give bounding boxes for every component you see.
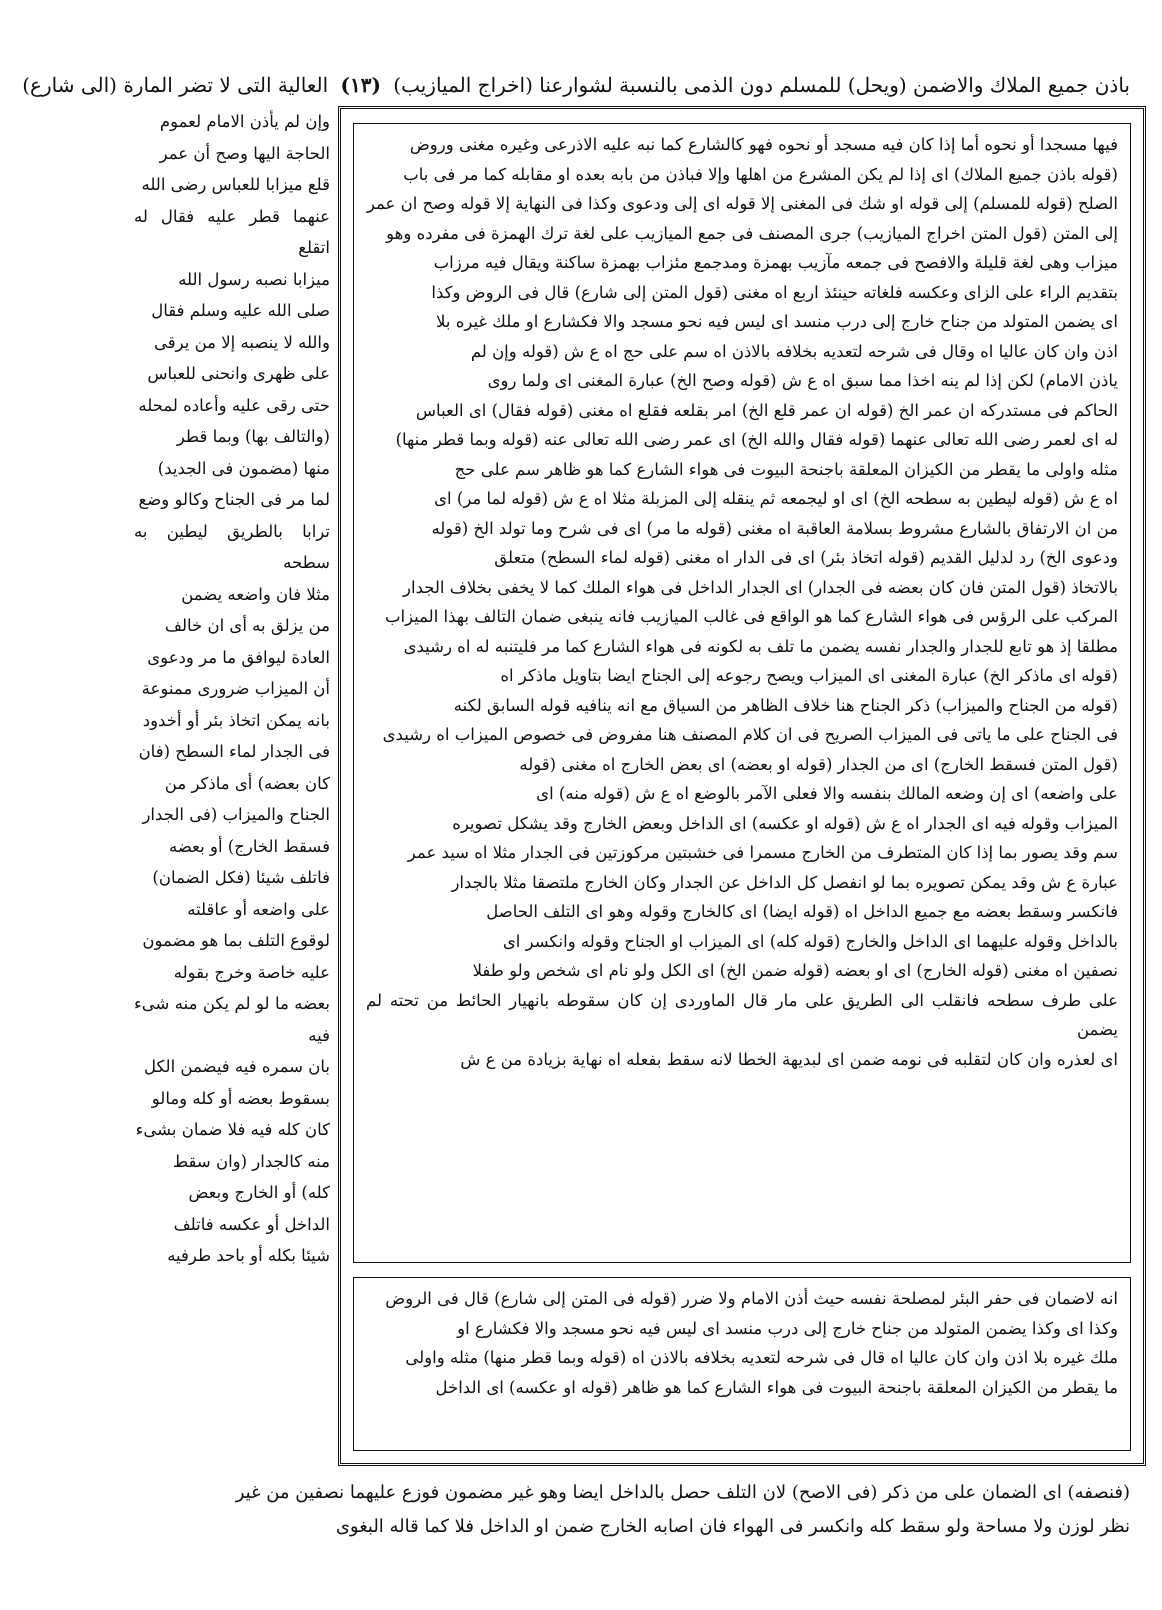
sidebar-line: العادة ليوافق ما مر ودعوى bbox=[147, 647, 330, 667]
commentary-line: اذن وان كان عاليا اه وقال فى شرحه لتعديه بخلافه بالاذن اه سم على حج اه ع ش (قوله وإن لم bbox=[470, 341, 1118, 361]
commentary-top-box bbox=[353, 123, 1131, 1263]
commentary-line: ملك غيره بلا اذن وان كان عاليا اه قال فى شرحه لتعديه بخلافه بالاذن اه (قوله وبما قطر منها) مثله واولى bbox=[405, 1348, 1118, 1367]
commentary-line: مطلقا إذ هو تابع للجدار والجدار نفسه يضمن ما تلف به لكونه فى هواء الشارع كما مر فليتنبه له اه رشيدى bbox=[403, 636, 1118, 656]
sidebar-line: على ظهرى وانحنى للعباس bbox=[147, 364, 330, 383]
sidebar-line: الحاجة اليها وصح أن عمر bbox=[159, 143, 330, 163]
commentary-line: (قوله باذن جميع الملاك) اى إذا لم يكن المشرع من اهلها وإلا فباذن من بابه بعده او مقابله كما مر فى باب bbox=[403, 164, 1118, 184]
commentary-frame bbox=[338, 106, 1146, 1466]
sidebar-line: والله لا ينصبه إلا من يرقى bbox=[154, 332, 330, 352]
commentary-line: ما يقطر من الكيزان المعلقة باجنحة البيوت فى هواء الشارع كما هو ظاهر (قوله او عكسه) اى الداخل bbox=[435, 1377, 1118, 1397]
commentary-line: سم وقد يصور بما إذا كان المتطرف من الخارج مسمرا فى خشبتين مركوزتين فى الجدار مثلا اه سيد عمر bbox=[407, 843, 1118, 862]
commentary-line: له اى لعمر رضى الله تعالى عنهما (قوله فقال والله الخ) اى عمر رضى الله تعالى عنه (قوله وبما قطر منها) bbox=[395, 430, 1118, 449]
sidebar-line: عليه خاصة وخرج بقوله bbox=[173, 962, 330, 982]
sidebar-line: ميزابا نصبه رسول الله bbox=[178, 269, 330, 289]
sidebar-line: حتى رقى عليه وأعاده لمحله bbox=[138, 395, 330, 415]
commentary-line: فيها مسجدا أو نحوه أما إذا كان فيه مسجد أو نحوه فهو كالشارع كما نبه عليه الاذرعى وغيره مغنى وروض bbox=[409, 135, 1118, 154]
page-header bbox=[22, 68, 1130, 102]
commentary-line: بالاتخاذ (قول المتن فان كان بعضه فى الجدار) اى الجدار الداخل فى هواء الملك كما لا يخفى بخلاف الجدار bbox=[403, 577, 1118, 597]
commentary-line: الصلح (قوله للمسلم) إلى قوله او شك فى المغنى إلا قوله اى إلى ودعوى وكذا فى النهاية إلا قوله وصح ان عمر bbox=[366, 194, 1118, 213]
sidebar-line: فسقط الخارج) أو بعضه bbox=[169, 836, 330, 856]
sidebar-line: ترابا بالطريق ليطين به سطحه bbox=[134, 521, 330, 572]
commentary-bottom-box bbox=[353, 1277, 1131, 1451]
sidebar-line: لما مر فى الجناح وكالو وضع bbox=[138, 490, 330, 509]
header-text-left: العالية التى لا تضر المارة (الى شارع) bbox=[22, 73, 329, 97]
sidebar-line: بعضه ما لو لم يكن منه شىء فيه bbox=[134, 994, 330, 1045]
sidebar-line: لوقوع التلف بما هو مضمون bbox=[142, 931, 330, 950]
commentary-line: ياذن الامام) لكن إذا لم ينه اخذا مما سبق اه ع ش (قوله وصح الخ) عبارة المغنى اى ولما روى bbox=[487, 371, 1118, 390]
sidebar-line: كان بعضه) أى ماذكر من bbox=[164, 773, 330, 793]
commentary-line: (قول المتن فسقط الخارج) اى من الجدار (قوله او بعضه) اى بعض الخارج اه مغنى (قوله bbox=[519, 754, 1118, 774]
sidebar-line: منه كالجدار (وان سقط bbox=[172, 1151, 330, 1171]
sidebar-line: شيئا بكله أو باحد طرفيه bbox=[167, 1246, 330, 1265]
sidebar-line: عنهما قطر عليه فقال له اتقلع bbox=[134, 206, 330, 257]
sidebar-line: قلع ميزابا للعباس رضى الله bbox=[141, 175, 330, 194]
commentary-line: من ان الارتفاق بالشارع مشروط بسلامة العاقبة اه مغنى (قوله ما مر) اى فى شرح وما تولد الخ (قوله bbox=[431, 518, 1118, 538]
sidebar-line: بان سمره فيه فيضمن الكل bbox=[143, 1057, 330, 1076]
commentary-line: ودعوى الخ) رد لدليل القديم (قوله اتخاذ بئر) اى فى الدار اه مغنى (قوله لماء السطح) متعلق bbox=[494, 548, 1118, 567]
commentary-line: (قوله من الجناح والميزاب) ذكر الجناح هنا خلاف الظاهر من السياق مع انه ينافيه قوله السابق لكنه bbox=[453, 695, 1118, 715]
commentary-line: (قوله اى ماذكر الخ) عبارة المغنى اى الميزاب ويصح رجوعه إلى الجناح ايضا بتاويل ماذكر اه bbox=[500, 666, 1118, 685]
sidebar-line: كان كله فيه فلا ضمان بشىء bbox=[135, 1120, 330, 1139]
commentary-line: على طرف سطحه فانقلب الى الطريق على مار قال الماوردى إن كان سقوطه بانهيار الحائط من تحته لم يضمن bbox=[366, 990, 1118, 1039]
page-footer bbox=[134, 1476, 1130, 1556]
sidebar-line: من يزلق به أى ان خالف bbox=[164, 616, 330, 635]
commentary-line: فانكسر وسقط بعضه مع جميع الداخل اه (قوله ايضا) اى كالخارج وقوله وهو اى التلف الحاصل bbox=[486, 902, 1118, 921]
sidebar-line: بانه يمكن اتخاذ بئر أو أخدود bbox=[142, 710, 330, 730]
commentary-line: اى يضمن المتولد من جناح خارج إلى درب منسد اى ليس فيه نحو مسجد والا فكشارع او ملك غيره بلا bbox=[436, 312, 1118, 331]
sidebar-line: بسقوط بعضه أو كله ومالو bbox=[151, 1088, 330, 1108]
sidebar-line: كله) أو الخارج وبعض bbox=[188, 1183, 330, 1202]
sidebar-line: أن الميزاب ضرورى ممنوعة bbox=[141, 679, 330, 698]
commentary-line: اى لعذره وان كان لتقلبه فى نومه ضمن اى لبديهة الخطا لانه سقط بفعله اه نهاية بزيادة من ع ش bbox=[460, 1049, 1118, 1069]
commentary-line: اه ع ش (قوله ليطين به سطحه الخ) اى او ليجمعه ثم ينقله إلى المزبلة مثلا اه ع ش (قوله لما مر) اى bbox=[434, 489, 1118, 508]
sidebar-line: (والتالف بها) وبما قطر bbox=[176, 427, 330, 446]
commentary-line: على واضعه) اى إن وضعه المالك بنفسه والا فعلى الآمر بالوضع اه ع ش (قوله منه) اى bbox=[536, 784, 1118, 803]
commentary-line: بتقديم الراء على الزاى وعكسه فلغاته حينئذ اربع اه مغنى (قول المتن إلى شارع) قال فى الروض وكذا bbox=[431, 282, 1118, 302]
commentary-line: عبارة ع ش وقد يمكن تصويره بما لو انفصل كل الداخل عن الجدار وكان الخارج ملتصقا مثلا بالجدار bbox=[451, 872, 1118, 892]
header-text-right: باذن جميع الملاك والاضمن (ويحل) للمسلم دون الذمى بالنسبة لشوارعنا (اخراج الميازيب) bbox=[393, 73, 1130, 97]
sidebar-line: صلى الله عليه وسلم فقال bbox=[151, 301, 330, 320]
commentary-line: بالداخل وقوله عليهما اى الداخل والخارج (قوله كله) اى الميزاب او الجناح وقوله وانكسر اى bbox=[502, 931, 1118, 951]
sidebar-column bbox=[134, 106, 330, 1466]
commentary-line: ميزاب وهى لغة قليلة والافصح فى جمعه مآزيب بهمزة ومدجمع مئزاب بهمزة ساكنة ويقال فيه مرزاب bbox=[433, 253, 1118, 272]
sidebar-line: وإن لم يأذن الامام لعموم bbox=[159, 112, 330, 131]
footer-line: نظر لوزن ولا مساحة ولو سقط كله وانكسر فى الهواء فان اصابه الخارج ضمن او الداخل فلا كما قاله البغوى bbox=[335, 1516, 1130, 1537]
commentary-line: المركب على الرؤس فى هواء الشارع كما هو الواقع فى غالب الميازيب فانه ينبغى ضمان التالف بهذا الميزاب bbox=[384, 607, 1118, 626]
commentary-line: الميزاب وقوله فيه اى الجدار اه ع ش (قوله او عكسه) اى الداخل وبعض الخارج وقد يشكل تصويره bbox=[452, 813, 1118, 833]
sidebar-line: منها (مضمون فى الجديد) bbox=[157, 458, 330, 478]
commentary-line: الحاكم فى مستدركه ان عمر الخ (قوله ان عمر قلع الخ) امر بقلعه فقلع اه مغنى (قوله فقال) اى العباس bbox=[415, 400, 1118, 420]
footer-line: (فنصفه) اى الضمان على من ذكر (فى الاصح) لان التلف حصل بالداخل ايضا وهو غير مضمون فوزع عليهما نصفين من غير bbox=[235, 1482, 1130, 1503]
sidebar-line: الجناح والميزاب (فى الجدار bbox=[142, 805, 330, 824]
commentary-line: مثله واولى ما يقطر من الكيزان المعلقة باجنحة البيوت فى هواء الشارع كما هو ظاهر سم على حج bbox=[454, 459, 1118, 479]
commentary-line: إلى المتن (قول المتن اخراج الميازيب) جرى المصنف فى جمع الميازيب على لغة ترك الهمزة فى مفرده وهو bbox=[386, 223, 1118, 243]
page-number: (١٣) bbox=[340, 73, 381, 97]
sidebar-line: الداخل أو عكسه فاتلف bbox=[173, 1214, 330, 1234]
sidebar-line: مثلا فان واضعه يضمن bbox=[181, 584, 330, 604]
sidebar-line: على واضعه أو عاقلته bbox=[187, 899, 330, 919]
commentary-line: انه لاضمان فى حفر البئر لمصلحة نفسه حيث أذن الامام ولا ضرر (قوله فى المتن إلى شارع) قال فى الروض bbox=[385, 1289, 1118, 1308]
commentary-line: وكذا اى وكذا يضمن المتولد من جناح خارج إلى درب منسد اى ليس فيه نحو مسجد والا فكشارع او bbox=[457, 1318, 1118, 1338]
commentary-line: نصفين اه مغنى (قوله الخارج) اى او بعضه (قوله ضمن الخ) اى الكل ولو نام اى شخص ولو طفلا bbox=[472, 961, 1118, 980]
sidebar-line: فاتلف شيئا (فكل الضمان) bbox=[152, 868, 330, 887]
sidebar-line: فى الجدار لماء السطح (فان bbox=[138, 742, 330, 761]
commentary-line: فى الجناح على ما ياتى فى الميزاب الصريح فى ان كلام المصنف هنا مفروض فى خصوص الميزاب اه رشيدى bbox=[382, 725, 1118, 744]
